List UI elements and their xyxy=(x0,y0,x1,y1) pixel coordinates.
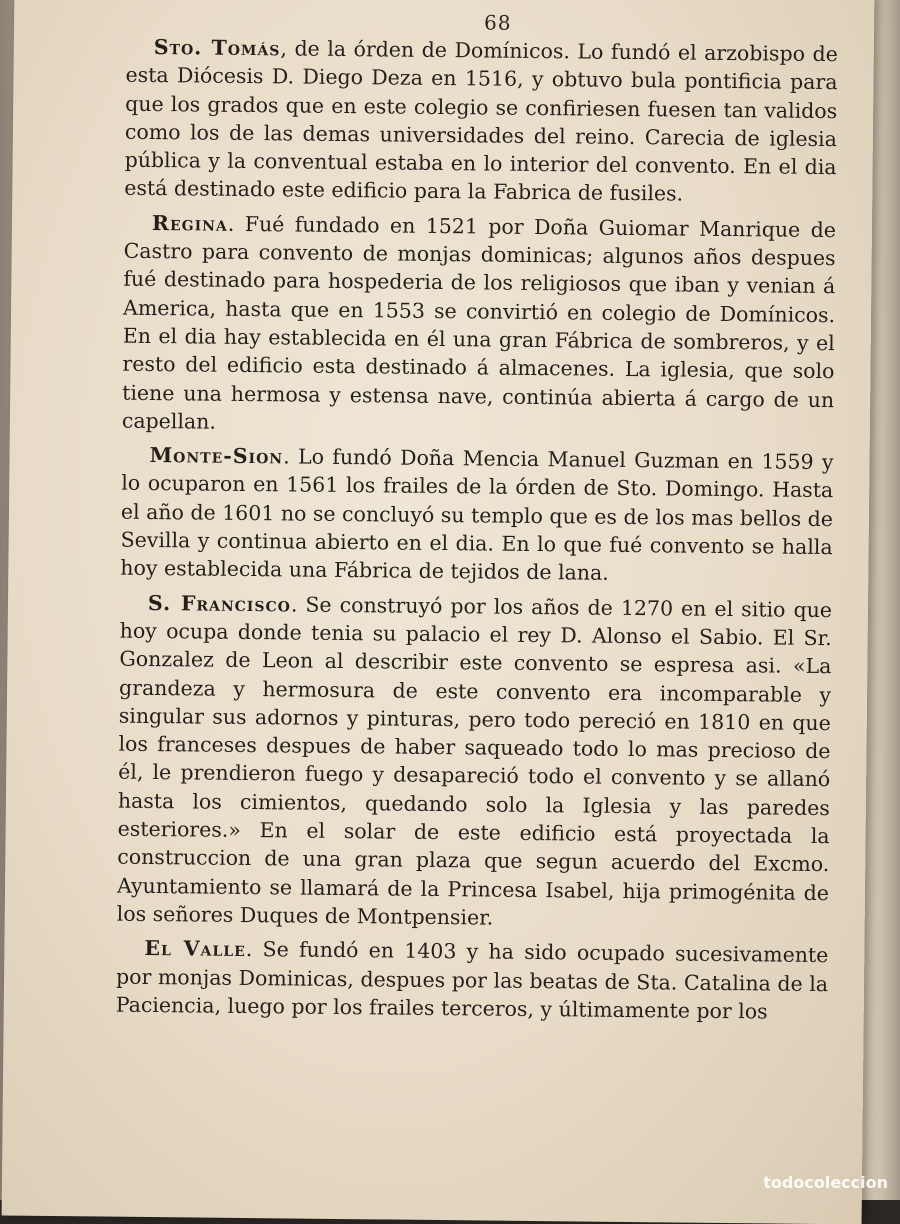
paragraph-text: . Se fundó en 1403 y ha sido ocupado sucesivamente por monjas Dominicas, despues por las beatas de Sta. Catalina de la Paciencia, luego por los frailes terceros, y últimamente por los xyxy=(115,937,829,1024)
paragraph-heading: Sto. Tomás xyxy=(153,34,281,61)
paragraph-heading: Monte-Sion xyxy=(149,443,284,469)
paragraph-text: . Lo fundó Doña Mencia Manuel Guzman en 1559 y lo ocuparon en 1561 los frailes de la órden de Sto. Domingo. Hasta el año de 1601 no se concluyó su templo que es de los mas bellos de Sevilla y continua abierto en el dia. En lo que fué convento se halla hoy establecida una Fábrica de tejidos de lana. xyxy=(120,444,834,586)
page-number: 68 xyxy=(483,10,512,35)
book-page xyxy=(2,0,875,1224)
paragraph-regina xyxy=(122,208,836,442)
paragraph-el-valle xyxy=(116,934,829,1026)
paragraph-sto-tomas xyxy=(124,33,838,210)
paragraph-monte-sion xyxy=(120,441,833,590)
watermark-text: todocoleccion xyxy=(763,1173,888,1192)
paragraph-heading: Regina xyxy=(151,210,228,236)
paragraph-s-francisco xyxy=(117,588,833,935)
paragraph-text: , de la órden de Domínicos. Lo fundó el arzobispo de esta Diócesis D. Diego Deza en 1516, y obtuvo bula pontificia para que los grados que en este colegio se confiriesen fuesen tan validos como los de las demas universidades del reino. Carecia de iglesia pública y la conventual estaba en lo interior del convento. En el dia está destinado este edificio para la Fabrica de fusiles. xyxy=(124,36,838,207)
paragraph-text: . Se construyó por los años de 1270 en el sitio que hoy ocupa donde tenia su palacio el rey D. Alonso el Sabio. El Sr. Gonzalez de Leon al describir este convento se espresa asi. «La grandeza y hermosura de este convento era incomparable y singular sus adornos y pinturas, pero todo pereció en 1810 en que los franceses despues de haber saqueado todo lo mas precioso de él, le prendieron fuego y desapareció todo el convento y se allanó hasta los cimientos, quedando solo la Iglesia y las paredes esteriores.» En el solar de este edificio está proyectada la construccion de una gran plaza que segun acuerdo del Excmo. Ayuntamiento se llamará de la Princesa Isabel, hija primogénita de los señores Duques de Montpensier. xyxy=(116,592,833,930)
paragraph-text: . Fué fundado en 1521 por Doña Guiomar Manrique de Castro para convento de monjas dominicas; algunos años despues fué destinado para hospederia de los religiosos que iban y venian á America, hasta que en 1553 se convirtió en colegio de Domínicos. En el dia hay establecida en él una gran Fábrica de sombreros, y el resto del edificio esta destinado á almacenes. La iglesia, que solo tiene una hermosa y estensa nave, continúa abierta á cargo de un capellan. xyxy=(121,211,837,434)
body-text xyxy=(116,33,838,1032)
paragraph-heading: S. Francisco xyxy=(147,590,292,617)
paragraph-heading: El Valle xyxy=(144,936,246,962)
